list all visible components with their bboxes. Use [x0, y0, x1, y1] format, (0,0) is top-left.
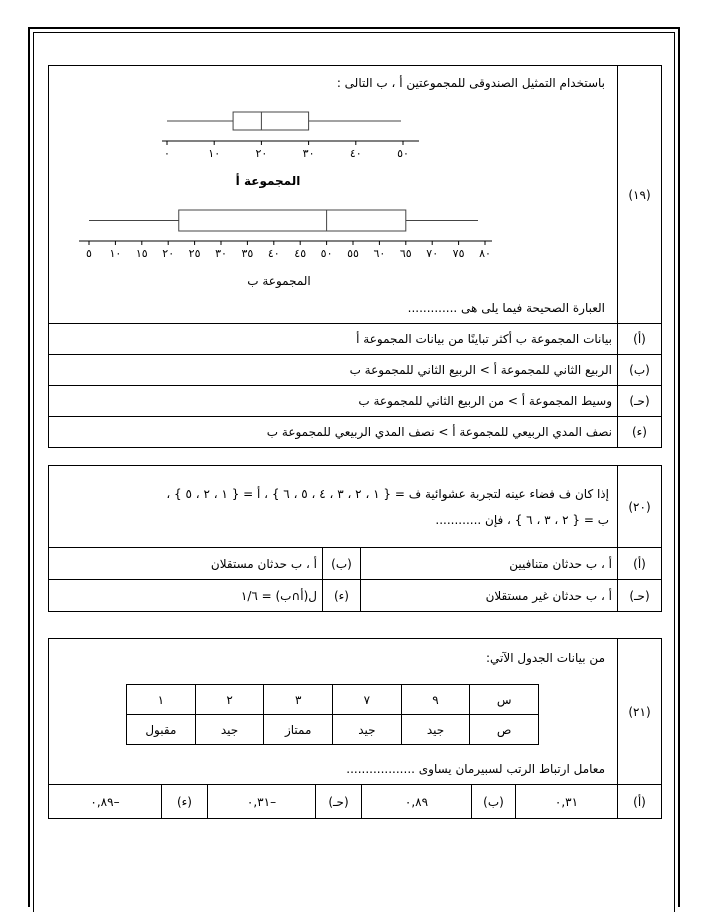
option-a[interactable]: ٠,٣١	[516, 785, 618, 819]
question-number: (٢١)	[618, 639, 662, 785]
option-key: (حـ)	[316, 785, 362, 819]
y-value: جيد	[195, 715, 264, 745]
option-c[interactable]: وسيط المجموعة أ > من الربيع الثاني للمجموعة ب	[49, 386, 618, 417]
option-key: (ء)	[323, 580, 361, 612]
option-key: (ب)	[323, 548, 361, 580]
question-body	[49, 639, 618, 785]
y-value: جيد	[333, 715, 402, 745]
y-value: مقبول	[127, 715, 196, 745]
tick-label: ٧٥	[452, 247, 465, 260]
boxplots	[49, 90, 619, 310]
tick-label: ٠	[164, 147, 170, 160]
tick-label: ٥٥	[347, 247, 359, 260]
option-a[interactable]: أ ، ب حدثان متنافيين	[361, 548, 618, 580]
option-c[interactable]: –٠,٣١	[208, 785, 316, 819]
option-d[interactable]: ل(أ∩ب) = ١/٦	[49, 580, 323, 612]
option-key: (أ)	[618, 324, 662, 355]
plot-title: المجموعة ب	[247, 274, 311, 288]
tick-label: ٣٠	[302, 147, 315, 160]
table-row	[127, 685, 539, 715]
tick-label: ٦٥	[399, 247, 412, 260]
option-a[interactable]: بيانات المجموعة ب أكثر تباينًا من بيانات المجموعة أ	[49, 324, 618, 355]
x-value: ٣	[264, 685, 333, 715]
option-b[interactable]: أ ، ب حدثان مستقلان	[49, 548, 323, 580]
tick-label: ٢٠	[162, 247, 175, 260]
x-value: ٩	[401, 685, 470, 715]
row-header-x: س	[470, 685, 539, 715]
question-body	[49, 66, 618, 324]
table-row	[127, 715, 539, 745]
tick-label: ٣٥	[241, 247, 254, 260]
tick-label: ٥٠	[397, 147, 409, 160]
option-key: (ب)	[618, 355, 662, 386]
box	[179, 210, 406, 231]
question-intro: من بيانات الجدول الآتي:	[485, 651, 605, 665]
option-key: (أ)	[618, 548, 662, 580]
plot-title: المجموعة أ	[235, 174, 301, 188]
tick-label: ١٠	[109, 247, 122, 260]
tick-label: ٦٠	[373, 247, 386, 260]
question-prompt: معامل ارتباط الرتب لسبيرمان يساوى ..................	[346, 762, 605, 776]
tick-label: ٥٠	[320, 247, 333, 260]
question-prompt: العبارة الصحيحة فيما يلى هى .............	[407, 301, 605, 315]
tick-label: ٨٠	[479, 247, 491, 260]
question-line-1: إذا كان ف فضاء عينه لتجربة عشوائية ف = { ١ ، ٢ ، ٣ ، ٤ ، ٥ ، ٦ } ، أ = { ١ ، ٢ ، ٥ } ،	[166, 486, 609, 501]
question-number: (٢٠)	[618, 466, 662, 548]
question-20	[48, 465, 662, 612]
data-table	[126, 684, 539, 745]
tick-label: ٤٠	[349, 147, 362, 160]
question-line-2: ب = { ٢ ، ٣ ، ٦ } ، فإن ............	[435, 512, 609, 527]
option-key: (حـ)	[618, 386, 662, 417]
option-key: (ء)	[162, 785, 208, 819]
tick-label: ١٥	[135, 247, 148, 260]
tick-label: ٧٠	[426, 247, 439, 260]
option-d[interactable]: نصف المدي الربيعي للمجموعة أ > نصف المدي الربيعي للمجموعة ب	[49, 417, 618, 448]
option-key: (أ)	[618, 785, 662, 819]
option-b[interactable]: الربيع الثاني للمجموعة أ > الربيع الثاني للمجموعة ب	[49, 355, 618, 386]
y-value: ممتاز	[264, 715, 333, 745]
tick-label: ٢٥	[188, 247, 201, 260]
option-c[interactable]: أ ، ب حدثان غير مستقلان	[361, 580, 618, 612]
question-19	[48, 65, 662, 448]
boxplot-group-b	[79, 210, 492, 289]
option-key: (ء)	[618, 417, 662, 448]
y-value: جيد	[401, 715, 470, 745]
tick-label: ٤٥	[294, 247, 307, 260]
option-key: (ب)	[472, 785, 516, 819]
question-intro: باستخدام التمثيل الصندوقى للمجموعتين أ ، ب التالى :	[336, 76, 605, 90]
row-header-y: ص	[470, 715, 539, 745]
question-body	[49, 466, 618, 548]
x-value: ٧	[333, 685, 402, 715]
boxplot-group-a	[162, 112, 419, 189]
question-number: (١٩)	[618, 66, 662, 324]
box	[233, 112, 309, 130]
tick-label: ١٠	[208, 147, 221, 160]
x-value: ٢	[195, 685, 264, 715]
tick-label: ٢٠	[255, 147, 268, 160]
tick-label: ٤٠	[267, 247, 280, 260]
option-d[interactable]: –٠,٨٩	[49, 785, 162, 819]
x-value: ١	[127, 685, 196, 715]
question-21	[48, 638, 662, 819]
option-key: (حـ)	[618, 580, 662, 612]
tick-label: ٣٠	[215, 247, 227, 260]
option-b[interactable]: ٠,٨٩	[362, 785, 472, 819]
tick-label: ٥	[86, 247, 92, 260]
